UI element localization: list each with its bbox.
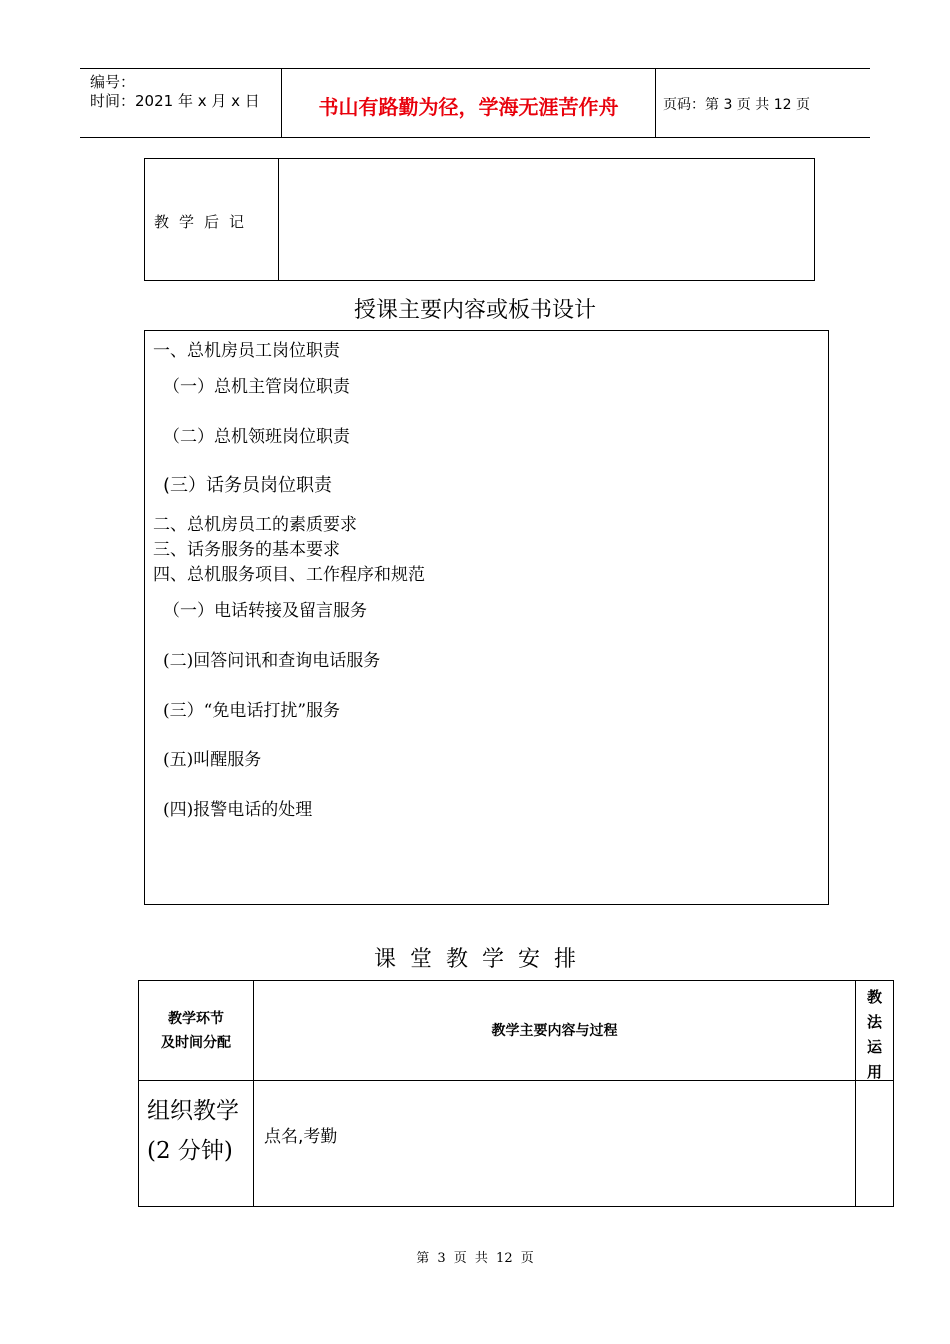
teaching-notes-label-cell — [145, 159, 279, 280]
class-arrangement-title: 课堂教学安排 — [373, 947, 590, 972]
teaching-notes-label: 教学后记 — [154, 213, 255, 231]
phase-header-line: 及时间分配 — [161, 1035, 231, 1051]
page-info: 页码：第 3 页 共 12 页 — [663, 97, 810, 113]
outline-item: 一、总机房员工岗位职责 — [153, 341, 340, 361]
outline-item: （一）总机主管岗位职责 — [163, 377, 350, 397]
time-label: 时间：2021 年 x 月 x 日 — [90, 92, 260, 110]
outline-item: （二）总机领班岗位职责 — [163, 427, 350, 447]
phase-header-line: 教学环节 — [168, 1011, 224, 1027]
class-arrangement-table — [138, 980, 894, 1207]
method-cell — [856, 1081, 893, 1206]
phase-line: (2 分钟) — [147, 1138, 233, 1164]
method-header-char: 教 — [866, 988, 882, 1006]
phase-header — [139, 1007, 253, 1055]
phase-line: 组织教学 — [147, 1098, 239, 1124]
outline-item: 二、总机房员工的素质要求 — [153, 515, 357, 535]
outline-item: (五)叫醒服务 — [163, 750, 262, 770]
outline-item: (三）“免电话打扰”服务 — [163, 701, 341, 721]
board-design-title: 授课主要内容或板书设计 — [353, 298, 596, 323]
outline-item: (三）话务员岗位职责 — [163, 475, 333, 496]
content-cell: 点名,考勤 — [264, 1127, 338, 1147]
board-design-box — [144, 330, 829, 905]
header-meta-cell — [80, 69, 281, 137]
header-motto-cell — [281, 69, 656, 137]
method-header-char: 用 — [866, 1063, 882, 1081]
outline-item: 四、总机服务项目、工作程序和规范 — [153, 565, 425, 585]
method-header-char: 法 — [866, 1013, 882, 1031]
table-divider — [139, 1080, 893, 1081]
outline-item: 三、话务服务的基本要求 — [153, 540, 340, 560]
number-label: 编号： — [90, 73, 136, 91]
teaching-notes-content — [279, 159, 814, 280]
outline-item: (二)回答问讯和查询电话服务 — [163, 651, 381, 671]
header-page-cell — [655, 69, 870, 137]
table-divider — [253, 981, 254, 1206]
phase-cell — [147, 1091, 239, 1171]
method-header-char: 运 — [866, 1038, 882, 1056]
content-header: 教学主要内容与过程 — [491, 1023, 618, 1039]
page-header — [80, 68, 870, 138]
page-footer: 第 3 页 共 12 页 — [416, 1251, 534, 1266]
method-header — [856, 985, 893, 1085]
outline-item: （一）电话转接及留言服务 — [163, 601, 367, 621]
outline-item: (四)报警电话的处理 — [163, 800, 313, 820]
motto: 书山有路勤为径，学海无涯苦作舟 — [318, 95, 619, 119]
teaching-notes-box — [144, 158, 815, 281]
